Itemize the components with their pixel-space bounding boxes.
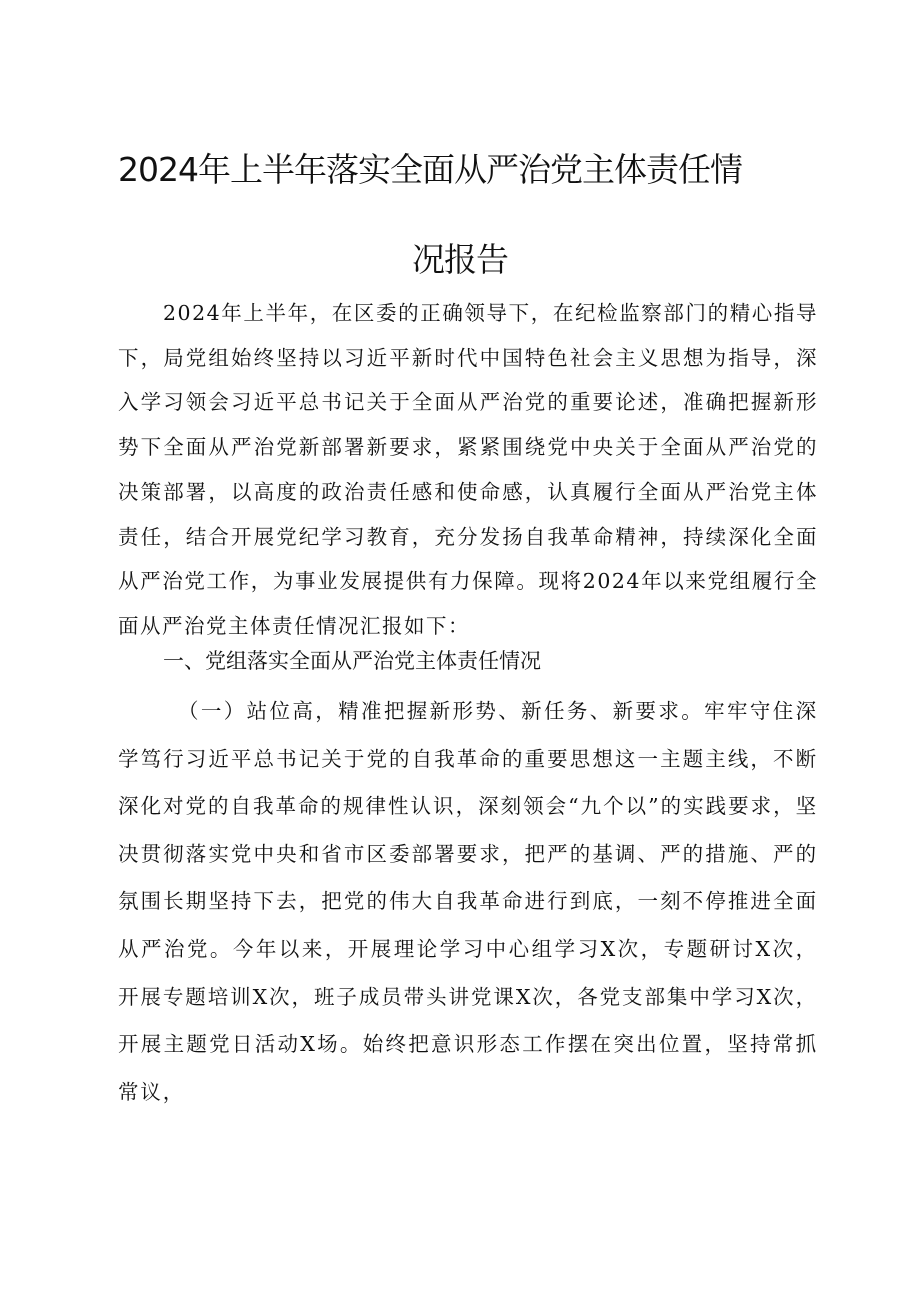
subsection-paragraph-1: （一）站位高，精准把握新形势、新任务、新要求。牢牢守住深学笃行习近平总书记关于党的自我革命的重要思想这一主题主线，不断深化对党的自我革命的规律性认识，深刻领会“九个以”的实践要求，坚决贯彻落实党中央和省市区委部署要求，把严的基调、严的措施、严的氛围长期坚持下去，把党的伟大自我革命进行到底，一刻不停推进全面从严治党。今年以来，开展理论学习中心组学习X次，专题研讨X次，开展专题培训X次，班子成员带头讲党课X次，各党支部集中学习X次，开展主题党日活动X场。始终把意识形态工作摆在突出位置，坚持常抓常议， <box>118 699 818 1104</box>
document-title-line-1: 2024年上半年落实全面从严治党主体责任情 <box>118 150 742 189</box>
section-heading-1: 一、党组落实全面从严治党主体责任情况 <box>163 649 541 673</box>
intro-paragraph: 2024年上半年，在区委的正确领导下，在纪检监察部门的精心指导下，局党组始终坚持以习近平新时代中国特色社会主义思想为指导，深入学习领会习近平总书记关于全面从严治党的重要论述，准确把握新形势下全面从严治党新部署新要求，紧紧围绕党中央关于全面从严治党的决策部署，以高度的政治责任感和使命感，认真履行全面从严治党主体责任，结合开展党纪学习教育，充分发扬自我革命精神，持续深化全面从严治党工作，为事业发展提供有力保障。现将2024年以来党组履行全面从严治党主体责任情况汇报如下： <box>118 301 818 638</box>
document-title-line-2: 况报告 <box>412 240 508 279</box>
